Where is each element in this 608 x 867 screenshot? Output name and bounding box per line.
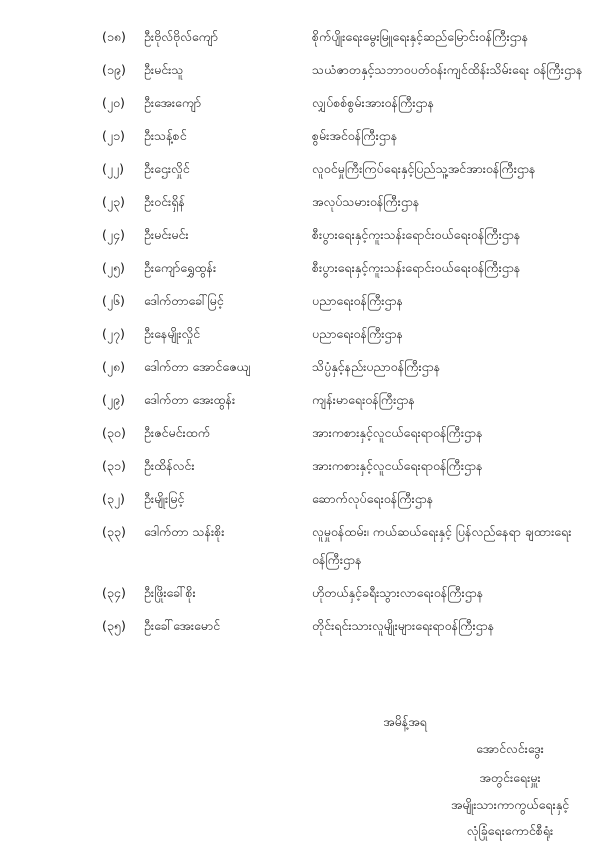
member-row [102,129,592,150]
member-number: (၃၂) [102,491,125,506]
member-name: ဦးဗိုလ်ဗိုလ်ကျော် [144,29,218,44]
member-row [102,63,592,84]
member-number: (၂၆) [102,293,125,308]
organization-line-2: လုံခြုံရေးကောင်စီရုံး [466,823,554,838]
member-name: ဦးကျော်ရွှေထွန်း [144,260,217,275]
member-row [102,459,592,480]
ministry-name: စိုက်ပျိုးရေးမွေးမြူရေးနှင့်ဆည်မြောင်းဝန်ကြီးဌာန [312,29,529,44]
member-number: (၃၃) [102,524,126,539]
ministry-name: အလုပ်သမားဝန်ကြီးဌာန [312,194,420,209]
ministry-name: အားကစားနှင့်လူငယ်ရေးရာဝန်ကြီးဌာန [312,458,483,473]
ministry-name: ဟိုတယ်နှင့်ခရီးသွားလာရေးဝန်ကြီးဌာန [312,585,484,600]
member-name: ဦးမျိုးမြင့် [144,491,185,506]
ministry-name: စွမ်းအင်ဝန်ကြီးဌာန [312,128,398,143]
member-number: (၂၀) [102,95,125,110]
member-list [102,30,592,652]
member-name: ဦးဌေးလှိုင် [144,161,190,176]
ministry-name: လျှပ်စစ်စွမ်းအားဝန်ကြီးဌာန [312,95,435,110]
member-number: (၃၅) [102,618,126,633]
member-number: (၃၀) [102,425,126,440]
member-row [102,360,592,381]
member-row [102,492,592,513]
member-number: (၂၈) [102,359,126,374]
member-row [102,586,592,607]
member-name: ဒေါက်တာ သန်းစိုး [144,524,225,539]
member-name: ဦးဇင်မင်းထက် [144,425,211,440]
organization-line-1: အမျိုးသားကာကွယ်ရေးနှင့် [450,797,570,812]
member-name: ဦးနေမျိုးလှိုင် [144,326,201,341]
ministry-name: လူဝင်မှုကြီးကြပ်ရေးနှင့်ပြည်သူ့အင်အားဝန်ကြီးဌာန [312,161,536,176]
member-name: ဦးထိန်လင်း [144,458,195,473]
member-name: ဒေါက်တာ အေးထွန်း [144,392,236,407]
ministry-name: ကျန်းမာရေးဝန်ကြီးဌာန [312,392,415,407]
ministry-name: ပညာရေးဝန်ကြီးဌာန [312,293,404,308]
member-number: (၂၂) [102,161,125,176]
member-row [102,426,592,447]
signatory-title: အတွင်းရေးမှူး [479,770,541,785]
member-number: (၂၃) [102,194,125,209]
member-number: (၂၅) [102,260,125,275]
member-name: ဦးဖြိုးခေါ်စိုး [144,585,196,600]
member-row [102,195,592,216]
member-name: ဒေါက်တာခေါ်မြင့် [144,293,224,308]
member-row [102,261,592,282]
member-row [102,393,592,414]
ministry-name: လူမှုဝန်ထမ်း၊ ကယ်ဆယ်ရေးနှင့် ပြန်လည်နေရာ ချထားရေးဝန်ကြီးဌာန [312,524,572,567]
ministry-name: အားကစားနှင့်လူငယ်ရေးရာဝန်ကြီးဌာန [312,425,483,440]
member-name: ဦးသန့်စင် [144,128,187,143]
member-row [102,525,592,574]
member-number: (၃၁) [102,458,126,473]
member-row [102,327,592,348]
member-row [102,162,592,183]
member-name: ဒေါက်တာ အောင်ဇေယျ [144,359,251,374]
member-name: ဦးမင်းသူ [144,62,184,77]
member-name: ဦးဝင်းရှိန် [144,194,185,209]
member-number: (၃၄) [102,585,126,600]
member-row [102,619,592,640]
member-row [102,30,592,51]
ministry-name: ပညာရေးဝန်ကြီးဌာန [312,326,404,341]
member-number: (၂၁) [102,128,125,143]
ministry-name: တိုင်းရင်းသားလူမျိုးများရေးရာဝန်ကြီးဌာန [312,618,495,633]
member-number: (၂၄) [102,227,125,242]
member-number: (၁၈) [102,29,126,44]
signatory-name: အောင်လင်းဒွေး [476,741,544,756]
ministry-name: ဆောက်လုပ်ရေးဝန်ကြီးဌာန [312,491,434,506]
ministry-name: စီးပွားရေးနှင့်ကူးသန်းရောင်းဝယ်ရေးဝန်ကြီးဌာန [312,260,521,275]
member-number: (၁၉) [102,62,126,77]
member-row [102,294,592,315]
ministry-name: သယံဇာတနှင့်သဘာဝပတ်ဝန်းကျင်ထိန်းသိမ်းရေး ဝန်ကြီးဌာန [312,62,583,77]
ministry-name: စီးပွားရေးနှင့်ကူးသန်းရောင်းဝယ်ရေးဝန်ကြီးဌာန [312,227,521,242]
order-line: အမိန့်အရ [383,714,427,729]
member-name: ဦးခေါ်အေးမောင် [144,618,221,633]
member-number: (၂၇) [102,326,125,341]
member-name: ဦးအေးကျော် [144,95,202,110]
member-number: (၂၉) [102,392,125,407]
member-row [102,228,592,249]
member-name: ဦးမင်းမင်း [144,227,189,242]
ministry-name: သိပ္ပံနှင့်နည်းပညာဝန်ကြီးဌာန [312,359,441,374]
member-row [102,96,592,117]
